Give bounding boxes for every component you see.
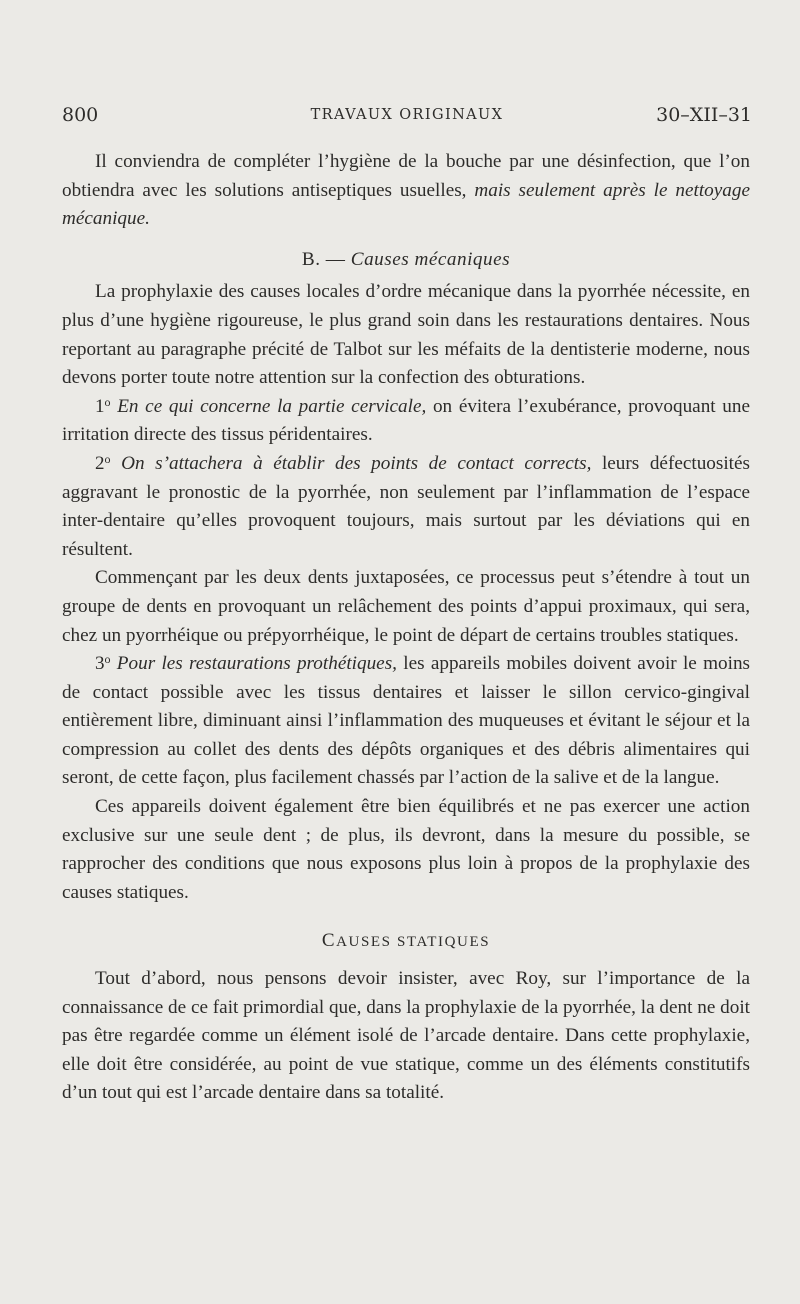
paragraph-disinfection <box>62 148 750 234</box>
paragraph-process: Commençant par les deux dents juxtaposées, ce processus peut s’étendre à tout un groupe de dents en provoquant un relâchement des points d’appui proximaux, qui sera, chez un pyorrhéique ou prépyorrhéique, le point de départ de certains troubles statiques. <box>62 567 750 646</box>
running-header <box>62 104 752 134</box>
heading-initial: C <box>321 930 337 952</box>
section-heading-static <box>62 927 750 957</box>
paragraph-text: on évitera l’exubérance, provoquant une irritation directe des tissus péridentaires. <box>62 395 751 446</box>
page-number: 800 <box>62 104 99 126</box>
heading-title: Causes mécaniques <box>350 248 511 270</box>
paragraph-appliances: Ces appareils doivent également être bien équilibrés et ne pas exercer une action exclusive sur une seule dent ; de plus, ils devront, dans la mesure du possible, se rapprocher des conditions que nous exposons plus loin à propos de la prophylaxie des causes statiques. <box>62 796 750 903</box>
item-ordinal-mark: o <box>104 652 111 667</box>
emphasis-text: On s’attachera à établir des points de contact corrects, <box>121 452 592 474</box>
paragraph-text: les appareils mobiles doivent avoir le moins de contact possible avec les tissus dentaires et laisser le sillon cervico-gingival entièrement libre, diminuant ainsi l’inflammation des muqueuses et évitant le séjour et la compression au collet des dents des dépôts organiques et des débris alimentaires qui seront, de cette façon, plus facilement chassés par l’action de la salive et de la langue. <box>62 653 750 789</box>
section-heading-mechanical <box>62 246 750 275</box>
item-number: 1 <box>95 395 105 417</box>
paragraph-static-causes: Tout d’abord, nous pensons devoir insister, avec Roy, sur l’importance de la connaissance de ce fait primordial que, dans la prophylaxie de la pyorrhée, la dent ne doit pas être regardée comme un élément isolé de l’arcade dentaire. Dans cette prophylaxie, elle doit être considérée, au point de vue statique, comme un des éléments constitutifs d’un tout qui est l’arcade dentaire dans sa totalité. <box>62 968 750 1104</box>
item-ordinal-mark: o <box>104 451 111 466</box>
paragraph-prophylaxis: La prophylaxie des causes locales d’ordre mécanique dans la pyorrhée nécessite, en plus d’une hygiène rigoureuse, le plus grand soin dans les restaurations dentaires. Nous reportant au paragraphe précité de Talbot sur les méfaits de la dentisterie moderne, nous devons porter toute notre attention sur la confection des obturations. <box>62 281 750 389</box>
emphasis-text: mais seulement après le nettoyage mécanique. <box>62 179 750 230</box>
paragraph-item-2 <box>62 450 750 564</box>
heading-title: AUSES STATIQUES <box>336 934 491 951</box>
paragraph-item-3 <box>62 650 750 793</box>
paragraph-text: leurs défectuosités aggravant le pronostic de la pyorrhée, non seulement par l’inflammation de l’espace inter-dentaire qu’elles provoquent toujours, mais surtout par les déviations qui en résultent. <box>62 452 750 560</box>
body-text <box>62 148 750 1108</box>
emphasis-text: En ce qui concerne la partie cervicale, <box>117 395 427 417</box>
paragraph-item-1 <box>62 393 750 450</box>
heading-prefix: B. — <box>301 248 351 270</box>
paragraph-text: Il conviendra de compléter l’hygiène de la bouche par une désinfection, que l’on obtiendra avec les solutions antiseptiques usuelles, <box>62 151 750 201</box>
issue-date: 30–XII–31 <box>656 104 752 126</box>
item-number: 3 <box>95 653 105 675</box>
item-number: 2 <box>95 452 105 474</box>
item-ordinal-mark: o <box>104 394 111 409</box>
running-title: TRAVAUX ORIGINAUX <box>310 107 504 123</box>
emphasis-text: Pour les restaurations prothétiques, <box>116 653 397 675</box>
